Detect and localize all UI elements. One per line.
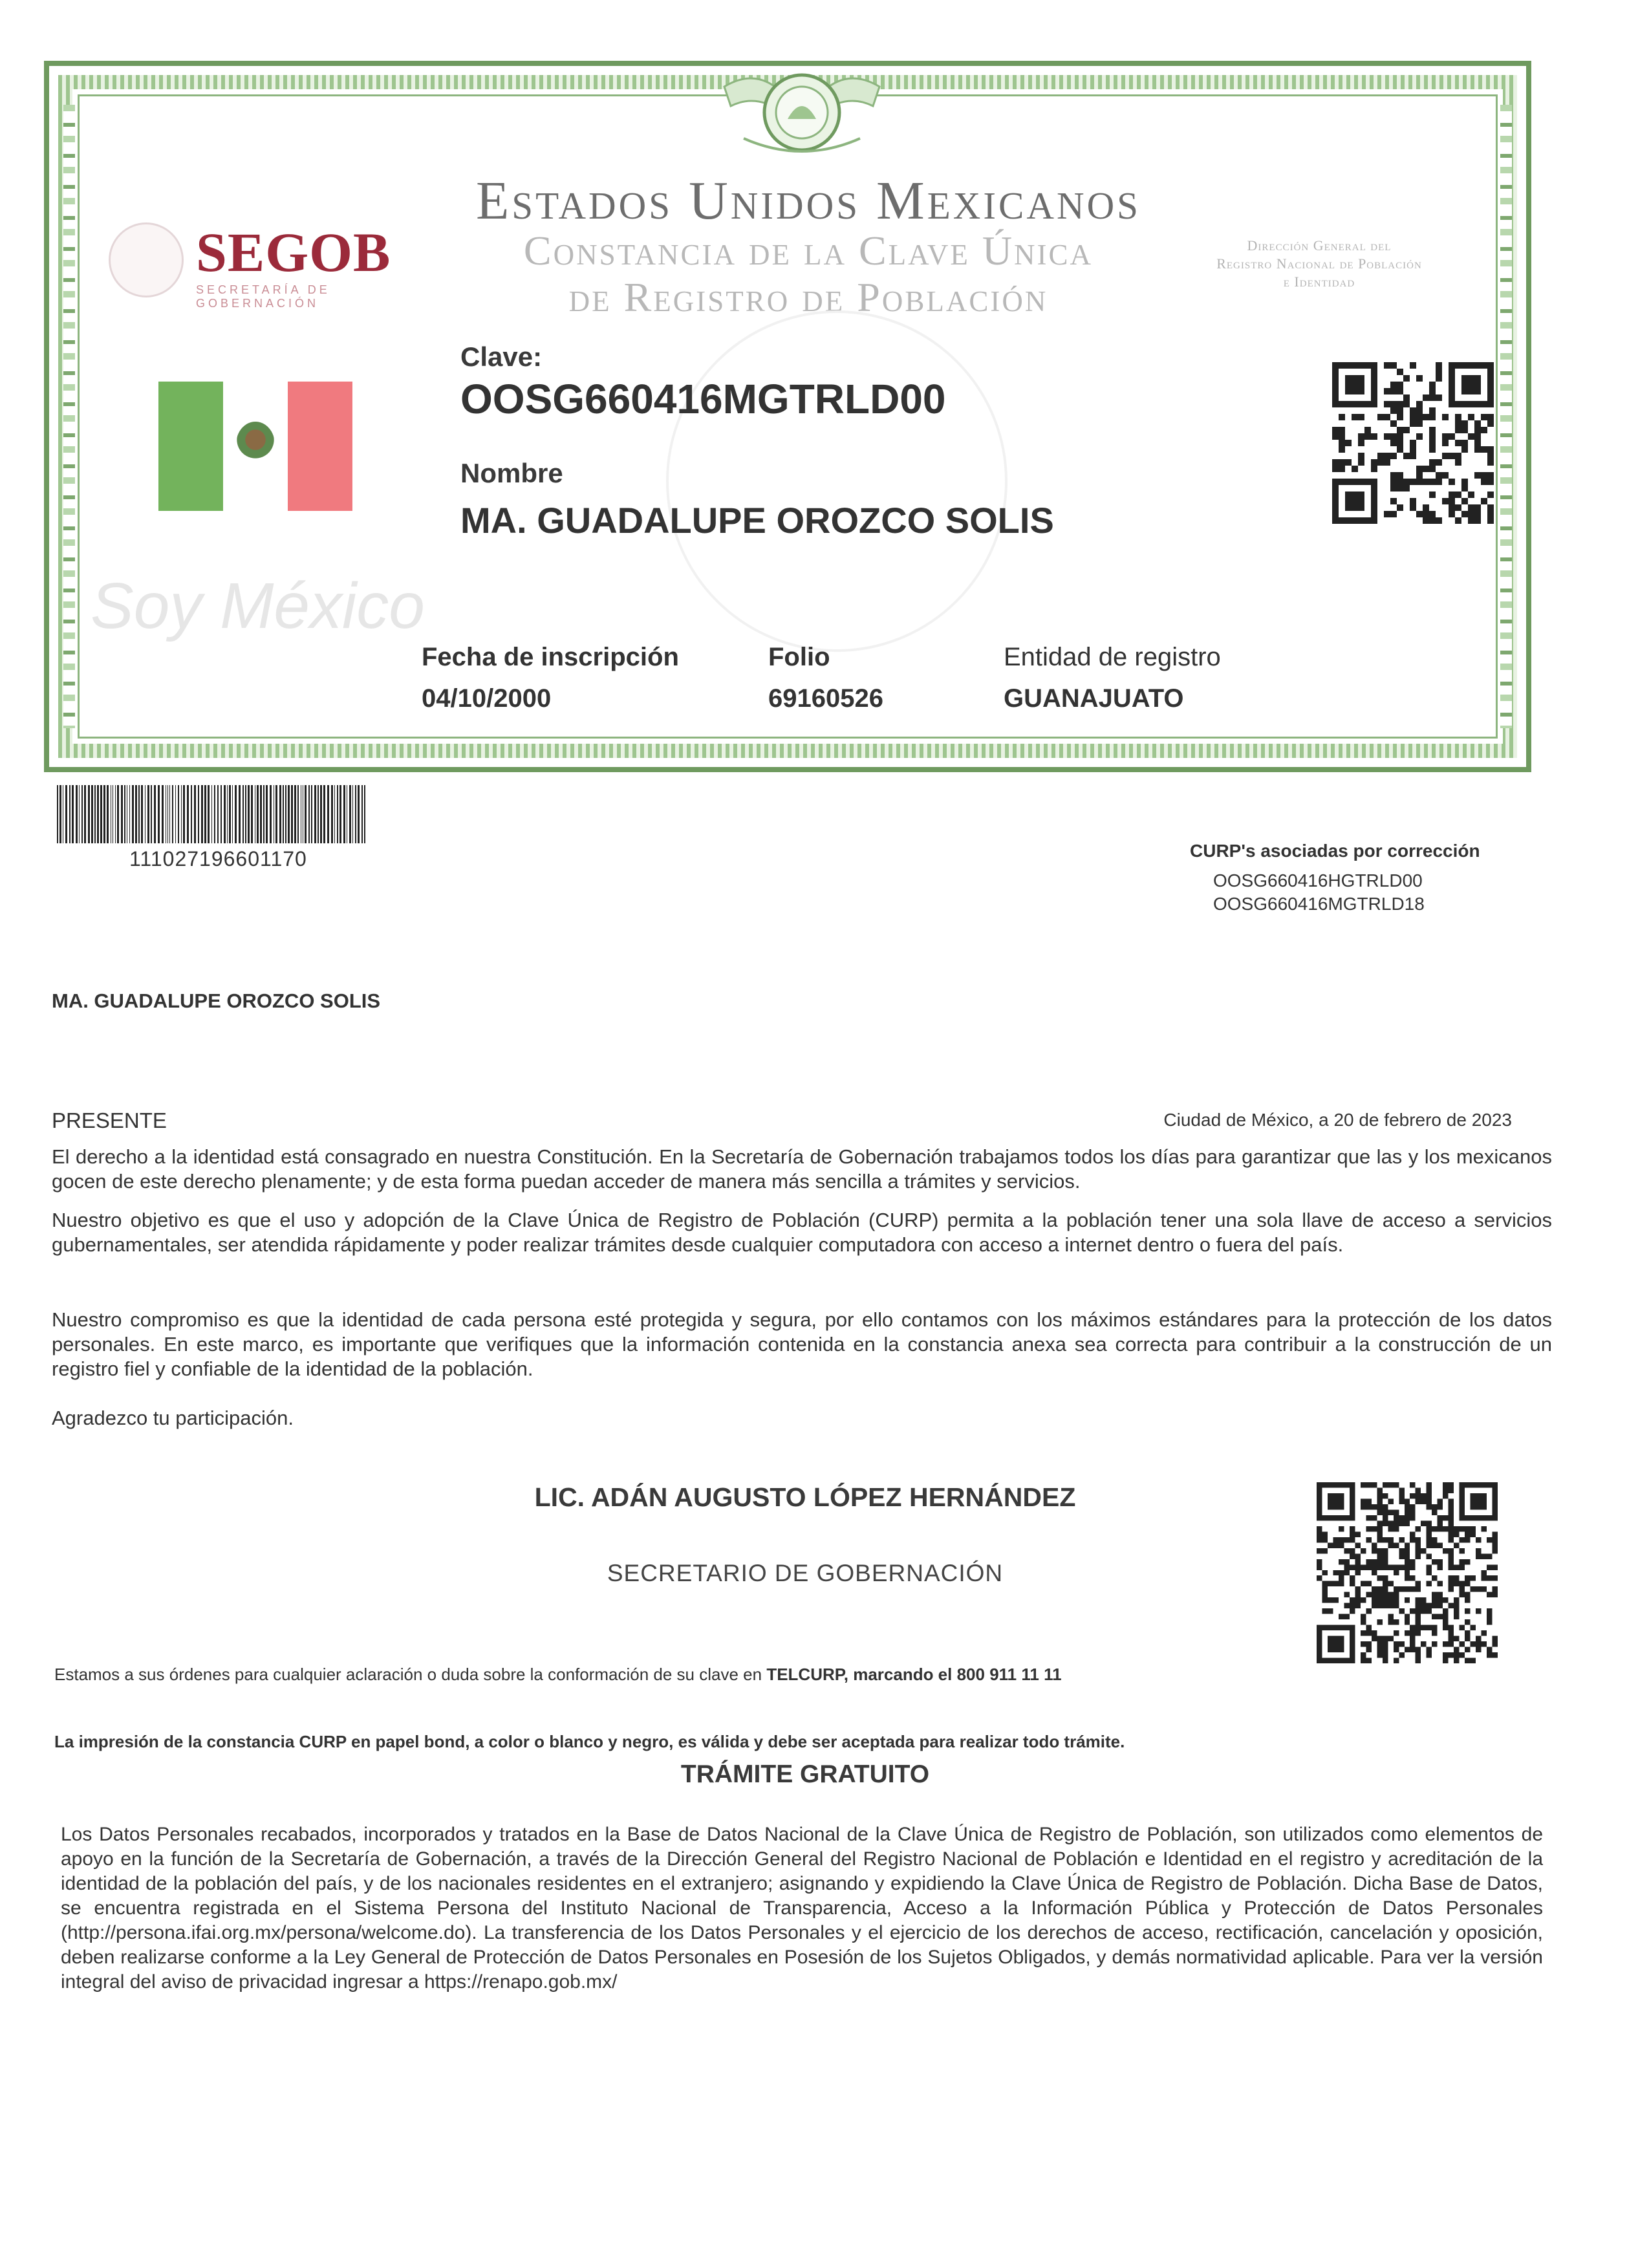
folio-label: Folio: [768, 643, 830, 671]
mexican-flag-icon: [158, 382, 352, 511]
contact-text: Estamos a sus órdenes para cualquier aclaración o duda sobre la conformación de su clave en: [54, 1665, 762, 1684]
barcode-number: 111027196601170: [129, 847, 307, 870]
document-title-line1: Constancia de la Clave Única: [523, 228, 1094, 274]
segob-logo-text: SEGOB: [196, 221, 391, 283]
segob-logo-subtitle: SECRETARÍA DE GOBERNACIÓN: [196, 283, 330, 310]
free-procedure-notice: TRÁMITE GRATUITO: [680, 1760, 930, 1788]
fecha-value: 04/10/2000: [422, 684, 552, 713]
letter-place-date: Ciudad de México, a 20 de febrero de 2023: [1163, 1110, 1512, 1130]
segob-logo: [109, 213, 445, 310]
letter-paragraph-1: El derecho a la identidad está consagrado en nuestra Constitución. En la Secretaría de Gobernación trabajamos todos los días para garantizar que las y los mexicanos gocen de este derecho plenamente; y de esta forma puedan acceder de manera más sencilla a trámites y servicios.: [52, 1145, 1552, 1193]
directorate-line1: Dirección General del: [1247, 237, 1392, 254]
letter-recipient: MA. GUADALUPE OROZCO SOLIS: [52, 989, 381, 1012]
entidad-label: Entidad de registro: [1004, 643, 1221, 671]
nombre-label: Nombre: [460, 458, 563, 488]
document-title: [453, 228, 1164, 321]
entidad-value: GUANAJUATO: [1004, 684, 1184, 713]
directorate-line2: Registro Nacional de Población: [1216, 255, 1422, 272]
letter-salutation: PRESENTE: [52, 1108, 167, 1132]
barcode-icon: [57, 785, 367, 843]
associated-curps-title: CURP's asociadas por corrección: [1190, 841, 1480, 861]
contact-phone: TELCURP, marcando el 800 911 11 11: [766, 1665, 1062, 1684]
associated-curp-item: OOSG660416HGTRLD00: [1213, 870, 1423, 891]
privacy-notice: Los Datos Personales recabados, incorporados y tratados en la Base de Datos Nacional de la Clave Única de Registro de Población, son utilizados como elementos de apoyo en la función de la Secretaría de Gobernación, a través de la Dirección General del Registro Nacional de Población e Identidad en el registro y acreditación de la identidad de la población del país, y de los nacionales residentes en el extranjero; asignando y expidiendo la Clave Única de Registro de Población. Dicha Base de Datos, se encuentra registrada en el Sistema Persona del Instituto Nacional de Transparencia, Acceso a la Información Pública y Protección de Datos Personales (http://persona.ifai.org.mx/persona/welcome.do). La transferencia de los Datos Personales y el ejercicio de los derechos de acceso, rectificación, cancelación y oposición, deben realizarse conforme a la Ley General de Protección de Datos Personales en Posesión de los Sujetos Obligados, y demás normatividad aplicable. Para ver la versión integral del aviso de privacidad ingresar a https://renapo.gob.mx/: [61, 1824, 1543, 1993]
nombre-value: MA. GUADALUPE OROZCO SOLIS: [460, 500, 1054, 541]
fecha-label: Fecha de inscripción: [422, 643, 679, 671]
directorate-label: [1158, 237, 1481, 291]
signature-qr-code-icon: [1317, 1482, 1498, 1663]
segob-seal-icon: [109, 222, 184, 297]
soy-mexico-watermark: Soy México: [91, 570, 425, 642]
country-title: Estados Unidos Mexicanos: [476, 171, 1141, 231]
contact-notice: [54, 1665, 1062, 1685]
clave-value: OOSG660416MGTRLD00: [460, 376, 946, 422]
qr-code-icon: [1332, 362, 1494, 524]
print-validity-notice: La impresión de la constancia CURP en papel bond, a color o blanco y negro, es válida y debe ser aceptada para realizar todo trámite.: [54, 1732, 1125, 1751]
associated-curp-item: OOSG660416MGTRLD18: [1213, 894, 1425, 914]
watermark-seal: [666, 310, 1008, 652]
directorate-line3: e Identidad: [1283, 274, 1355, 290]
national-crest-icon: [718, 67, 886, 164]
right-ornament: [1500, 105, 1512, 728]
clave-label: Clave:: [460, 341, 543, 372]
folio-value: 69160526: [768, 684, 883, 713]
signer-name: LIC. ADÁN AUGUSTO LÓPEZ HERNÁNDEZ: [534, 1482, 1076, 1512]
document-title-line2: de Registro de Población: [568, 274, 1048, 320]
letter-paragraph-2: Nuestro objetivo es que el uso y adopción de la Clave Única de Registro de Población (CURP) permita a la población tener una sola llave de acceso a servicios gubernamentales, ser atendida rápidamente y poder realizar trámites desde cualquier computadora con acceso a internet dentro o fuera del país.: [52, 1209, 1552, 1256]
signer-title: SECRETARIO DE GOBERNACIÓN: [607, 1560, 1004, 1586]
letter-paragraph-3: Nuestro compromiso es que la identidad de cada persona esté protegida y segura, por ello contamos con los máximos estándares para la protección de los datos personales. En este marco, es importante que verifiques que la información contenida en la constancia anexa sea correcta para contribuir a la construcción de un registro fiel y confiable de la identidad de la población.: [52, 1308, 1552, 1380]
left-ornament: [63, 105, 75, 728]
letter-closing: Agradezco tu participación.: [52, 1407, 294, 1429]
